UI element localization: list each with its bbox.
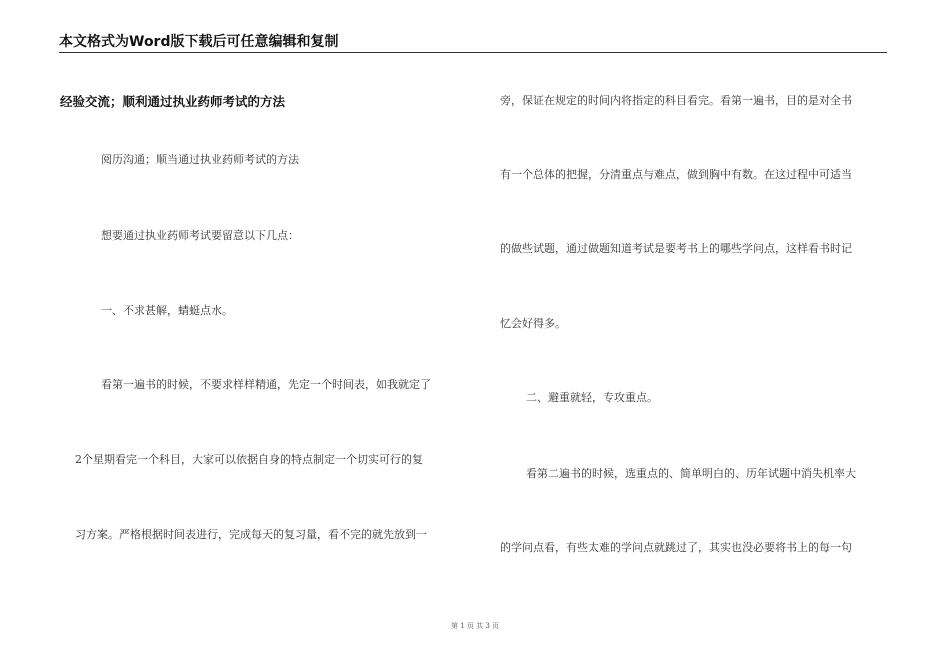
- section-heading: 二、避重就轻，专攻重点。: [526, 391, 658, 404]
- paragraph-line: 想要通过执业药师考试要留意以下几点：: [101, 229, 299, 242]
- section-heading: 一、不求甚解，蜻蜓点水。: [101, 304, 233, 317]
- page-header: 本文格式为Word版下载后可任意编辑和复制: [59, 34, 339, 50]
- paragraph-line: 阅历沟通；顺当通过执业药师考试的方法: [101, 153, 299, 166]
- paragraph-line: 有一个总体的把握，分清重点与难点，做到胸中有数。在这过程中可适当: [500, 168, 852, 181]
- document-title: 经验交流；顺利通过执业药师考试的方法: [60, 94, 286, 109]
- paragraph-line: 忆会好得多。: [500, 317, 566, 330]
- paragraph-line: 看第二遍书的时候，选重点的、简单明白的、历年试题中消失机率大: [526, 467, 856, 480]
- paragraph-line: 看第一遍书的时候，不要求样样精通，先定一个时间表，如我就定了: [101, 378, 431, 391]
- paragraph-line: 2个星期看完一个科目，大家可以依据自身的特点制定一个切实可行的复: [75, 453, 423, 466]
- paragraph-line: 的学问点看，有些太难的学问点就跳过了，其实也没必要将书上的每一句: [500, 541, 852, 554]
- paragraph-line: 旁，保证在规定的时间内将指定的科目看完。看第一遍书，目的是对全书: [500, 94, 852, 107]
- paragraph-line: 习方案。严格根据时间表进行，完成每天的复习量，看不完的就先放到一: [75, 528, 427, 541]
- page-footer: 第 1 页 共 3 页: [450, 622, 500, 630]
- paragraph-line: 的做些试题，通过做题知道考试是要考书上的哪些学问点，这样看书时记: [500, 242, 852, 255]
- header-rule: [59, 52, 887, 53]
